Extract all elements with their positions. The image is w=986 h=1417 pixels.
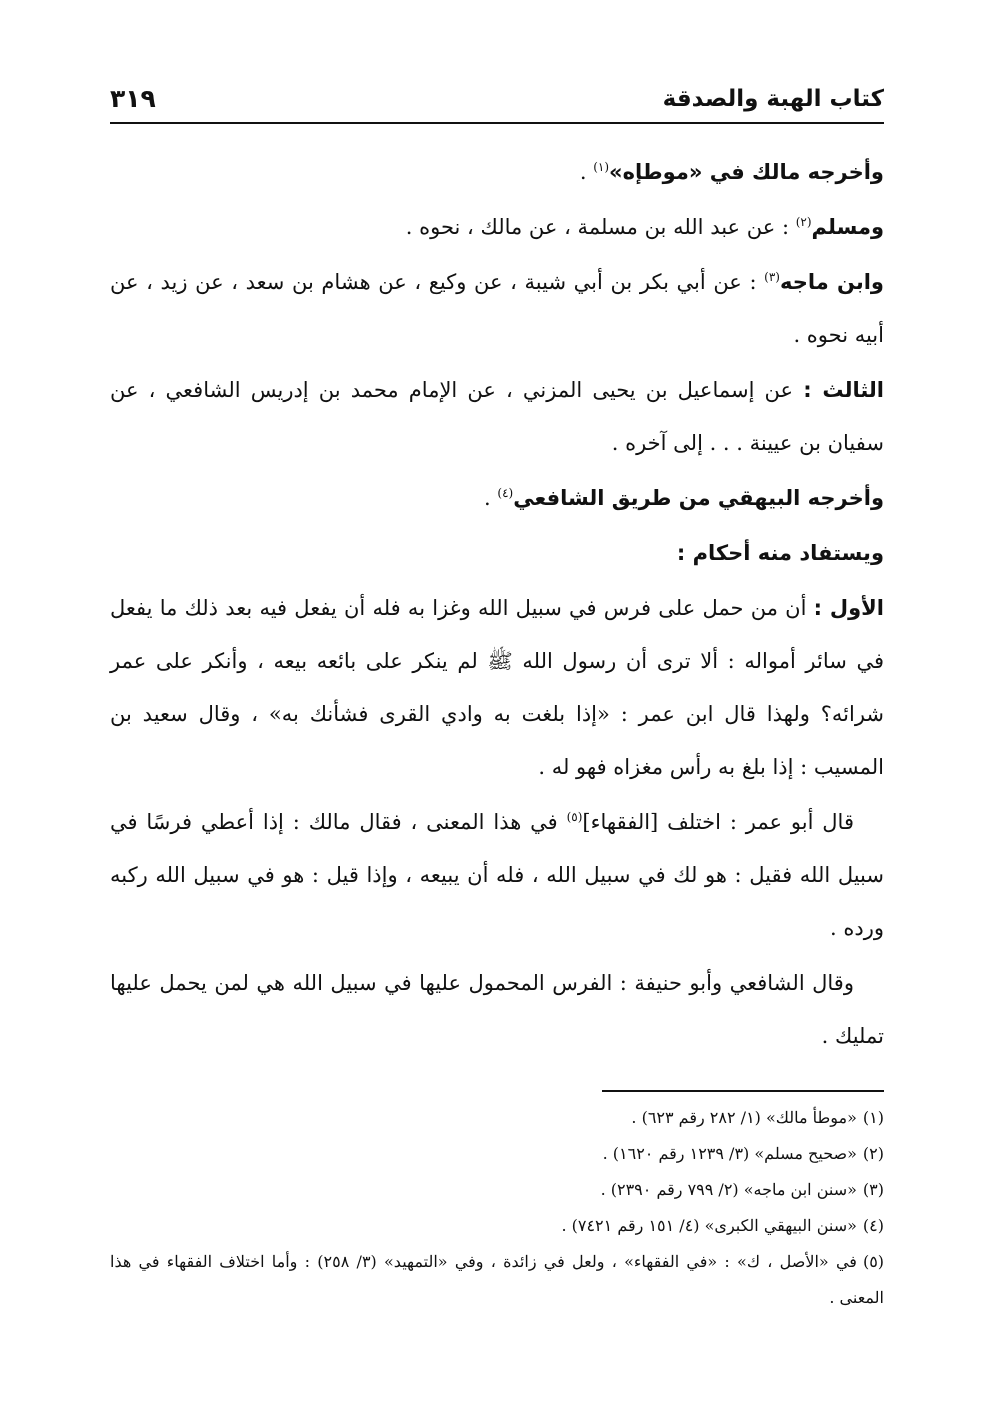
footnote-3-number: (٣): [862, 1180, 884, 1199]
paragraph-5-lead: وأخرجه البيهقي من طريق الشافعي: [513, 486, 884, 510]
paragraph-2: [110, 201, 884, 254]
footnote-ref-4: (٤): [497, 486, 514, 500]
paragraph-9: وقال الشافعي وأبو حنيفة : الفرس المحمول عليها في سبيل الله هي لمن يحمل عليها تمليك .: [110, 971, 884, 1048]
paragraph-3: [110, 256, 884, 362]
paragraph-7: [110, 582, 884, 794]
paragraph-7-text: أن من حمل على فرس في سبيل الله وغزا به فله أن يفعل فيه بعد ذلك ما يفعل في سائر أمواله : ألا ترى أن رسول الله ﷺ لم ينكر على بائعه بيعه ، وأنكر على عمر شرائه؟ ولهذا قال ابن عمر : «إذا بلغت به وادي القرى فشأنك به» ، وقال سعيد بن المسيب : إذا بلغ به رأس مغزاه فهو له .: [110, 596, 884, 779]
paragraph-4-text: عن إسماعيل بن يحيى المزني ، عن الإمام محمد بن إدريس الشافعي ، عن سفيان بن عيينة . . . إلى آخره .: [110, 378, 884, 455]
paragraph-5: [110, 472, 884, 525]
footnote-3: [110, 1172, 884, 1208]
footnotes: [110, 1100, 884, 1316]
section-heading: ويستفاد منه أحكام :: [676, 541, 884, 565]
footnote-2-number: (٢): [862, 1144, 884, 1163]
paragraph-2-lead: ومسلم: [811, 215, 884, 239]
paragraph-7-lead: الأول :: [813, 596, 884, 620]
footnote-3-text: «سنن ابن ماجه» (٢/ ٧٩٩ رقم ٢٣٩٠) .: [600, 1180, 857, 1199]
footnote-5-text: في «الأصل ، ك» : «في الفقهاء» ، ولعل في زائدة ، وفي «التمهيد» (٣/ ٢٥٨) : وأما اختلاف الفقهاء في هذا المعنى .: [110, 1252, 884, 1307]
footnote-ref-5: (٥): [566, 810, 583, 824]
paragraph-2-text: : عن عبد الله بن مسلمة ، عن مالك ، نحوه .: [405, 215, 796, 239]
footnote-5-number: (٥): [862, 1252, 885, 1271]
footnote-divider: [602, 1090, 884, 1092]
footnote-4-text: «سنن البيهقي الكبرى» (٤/ ١٥١ رقم ٧٤٢١) .: [561, 1216, 857, 1235]
footnote-4: [110, 1208, 884, 1244]
paragraph-8: [110, 796, 884, 955]
paragraph-6: [110, 527, 884, 580]
paragraph-8-before: قال أبو عمر : اختلف [الفقهاء]: [582, 810, 854, 834]
footnote-ref-3: (٣): [764, 270, 780, 284]
footnote-1-number: (١): [862, 1108, 884, 1127]
footnote-1: [110, 1100, 884, 1136]
paragraph-4: [110, 364, 884, 470]
paragraph-1: [110, 146, 884, 199]
footnote-1-text: «موطأ مالك» (١/ ٢٨٢ رقم ٦٢٣) .: [631, 1108, 857, 1127]
paragraph-1-lead: وأخرجه مالك في «موطإه»: [609, 160, 884, 184]
footnote-ref-1: (١): [593, 160, 610, 174]
footnote-5: [110, 1244, 884, 1316]
footnote-2: [110, 1136, 884, 1172]
running-title: كتاب الهبة والصدقة: [662, 86, 884, 112]
footnote-ref-2: (٢): [795, 215, 812, 229]
paragraph-3-text: : عن أبي بكر بن أبي شيبة ، عن وكيع ، عن هشام بن سعد ، عن زيد ، عن أبيه نحوه .: [110, 270, 884, 347]
paragraph-5-text: .: [484, 486, 498, 510]
page-header: [110, 82, 884, 124]
main-text: [110, 146, 884, 1065]
paragraph-3-lead: وابن ماجه: [779, 270, 884, 294]
footnote-4-number: (٤): [862, 1216, 884, 1235]
page-number: ٣١٩: [110, 84, 156, 113]
paragraph-1-text: .: [579, 160, 594, 184]
footnote-2-text: «صحيح مسلم» (٣/ ١٢٣٩ رقم ١٦٢٠) .: [602, 1144, 857, 1163]
paragraph-8-after: في هذا المعنى ، فقال مالك : إذا أعطي فرسًا في سبيل الله فقيل : هو لك في سبيل الله ، فله أن يبيعه ، وإذا قيل : هو في سبيل الله ركبه ورده .: [110, 810, 884, 940]
paragraph-4-lead: الثالث :: [803, 378, 885, 402]
